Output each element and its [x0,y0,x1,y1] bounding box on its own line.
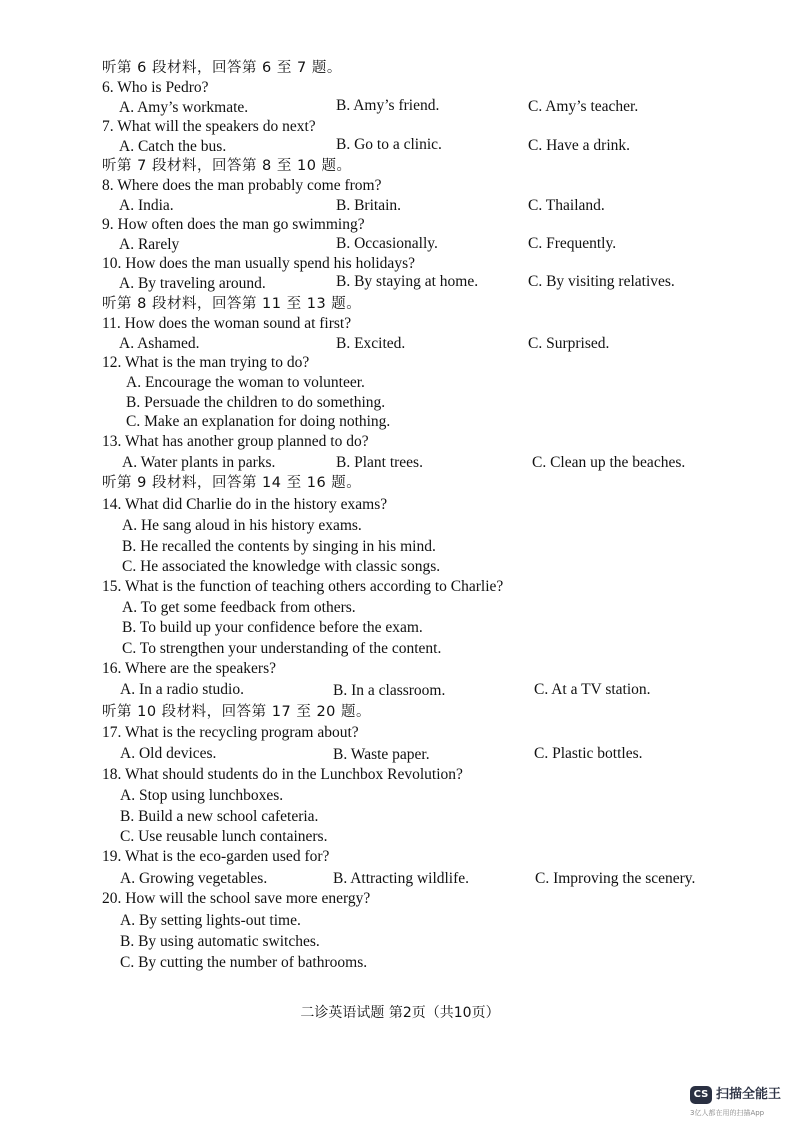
question: 6. Who is Pedro? [102,79,209,96]
option-c: C. Surprised. [528,335,610,352]
option-c: C. Thailand. [528,197,605,214]
option-a: A. He sang aloud in his history exams. [122,517,362,534]
option-c: C. Have a drink. [528,137,631,154]
option-b: B. Attracting wildlife. [333,870,470,887]
question: 14. What did Charlie do in the history exams? [102,496,388,513]
option-a: A. In a radio studio. [120,681,244,698]
question: 17. What is the recycling program about? [102,724,359,741]
question: 10. How does the man usually spend his holidays? [102,255,415,272]
scanner-watermark [690,1086,794,1120]
question: 20. How will the school save more energy? [102,890,371,907]
option-b: B. Excited. [336,335,406,352]
question: 16. Where are the speakers? [102,660,276,677]
option-c: C. Clean up the beaches. [532,454,686,471]
option-a: A. Old devices. [120,745,217,762]
option-a: A. Stop using lunchboxes. [120,787,284,804]
question: 19. What is the eco-garden used for? [102,848,330,865]
question: 18. What should students do in the Lunchbox Revolution? [102,766,463,783]
option-b: B. Go to a clinic. [336,136,442,153]
question: 12. What is the man trying to do? [102,354,310,371]
option-b: B. Build a new school cafeteria. [120,808,319,825]
section-header: 听第 7 段材料，回答第 8 至 10 题。 [102,158,352,174]
option-b: B. By staying at home. [336,273,479,290]
option-c: C. He associated the knowledge with classic songs. [122,558,441,575]
option-c: C. Plastic bottles. [534,745,643,762]
question: 9. How often does the man go swimming? [102,216,365,233]
option-c: C. At a TV station. [534,681,651,698]
cs-logo-icon: CS [690,1086,712,1104]
option-b: B. Amy’s friend. [336,97,440,114]
section-header: 听第 9 段材料，回答第 14 至 16 题。 [102,475,362,491]
option-a: A. Rarely [119,236,180,253]
question: 15. What is the function of teaching others according to Charlie? [102,578,504,595]
option-a: A. Encourage the woman to volunteer. [126,374,365,391]
option-b: B. Plant trees. [336,454,423,471]
question: 11. How does the woman sound at first? [102,315,352,332]
option-a: A. Amy’s workmate. [119,99,249,116]
option-a: A. By traveling around. [119,275,266,292]
watermark-tagline: 3亿人都在用的扫描App [690,1109,765,1117]
option-b: B. Persuade the children to do something. [126,394,386,411]
option-c: C. Frequently. [528,235,617,252]
watermark-brand-name: 扫描全能王 [716,1087,782,1102]
option-c: C. By cutting the number of bathrooms. [120,954,368,971]
option-a: A. Water plants in parks. [122,454,276,471]
option-b: B. To build up your confidence before the exam. [122,619,423,636]
section-header: 听第 10 段材料，回答第 17 至 20 题。 [102,704,372,720]
option-b: B. Waste paper. [333,746,430,763]
question: 13. What has another group planned to do? [102,433,369,450]
option-a: A. Growing vegetables. [120,870,268,887]
option-a: A. India. [119,197,174,214]
option-c: C. Improving the scenery. [535,870,696,887]
option-c: C. Make an explanation for doing nothing. [126,413,391,430]
option-b: B. By using automatic switches. [120,933,320,950]
option-a: A. Ashamed. [119,335,200,352]
option-c: C. By visiting relatives. [528,273,675,290]
page-footer: 二诊英语试题 第2页（共10页） [300,1005,500,1021]
question: 8. Where does the man probably come from? [102,177,382,194]
option-c: C. Use reusable lunch containers. [120,828,328,845]
option-a: A. By setting lights-out time. [120,912,301,929]
option-a: A. Catch the bus. [119,138,227,155]
option-c: C. To strengthen your understanding of the content. [122,640,442,657]
option-b: B. Occasionally. [336,235,438,252]
question: 7. What will the speakers do next? [102,118,316,135]
option-b: B. In a classroom. [333,682,446,699]
section-header: 听第 6 段材料，回答第 6 至 7 题。 [102,60,342,76]
section-header: 听第 8 段材料，回答第 11 至 13 题。 [102,296,362,312]
option-b: B. He recalled the contents by singing in his mind. [122,538,436,555]
option-b: B. Britain. [336,197,402,214]
option-c: C. Amy’s teacher. [528,98,639,115]
option-a: A. To get some feedback from others. [122,599,356,616]
